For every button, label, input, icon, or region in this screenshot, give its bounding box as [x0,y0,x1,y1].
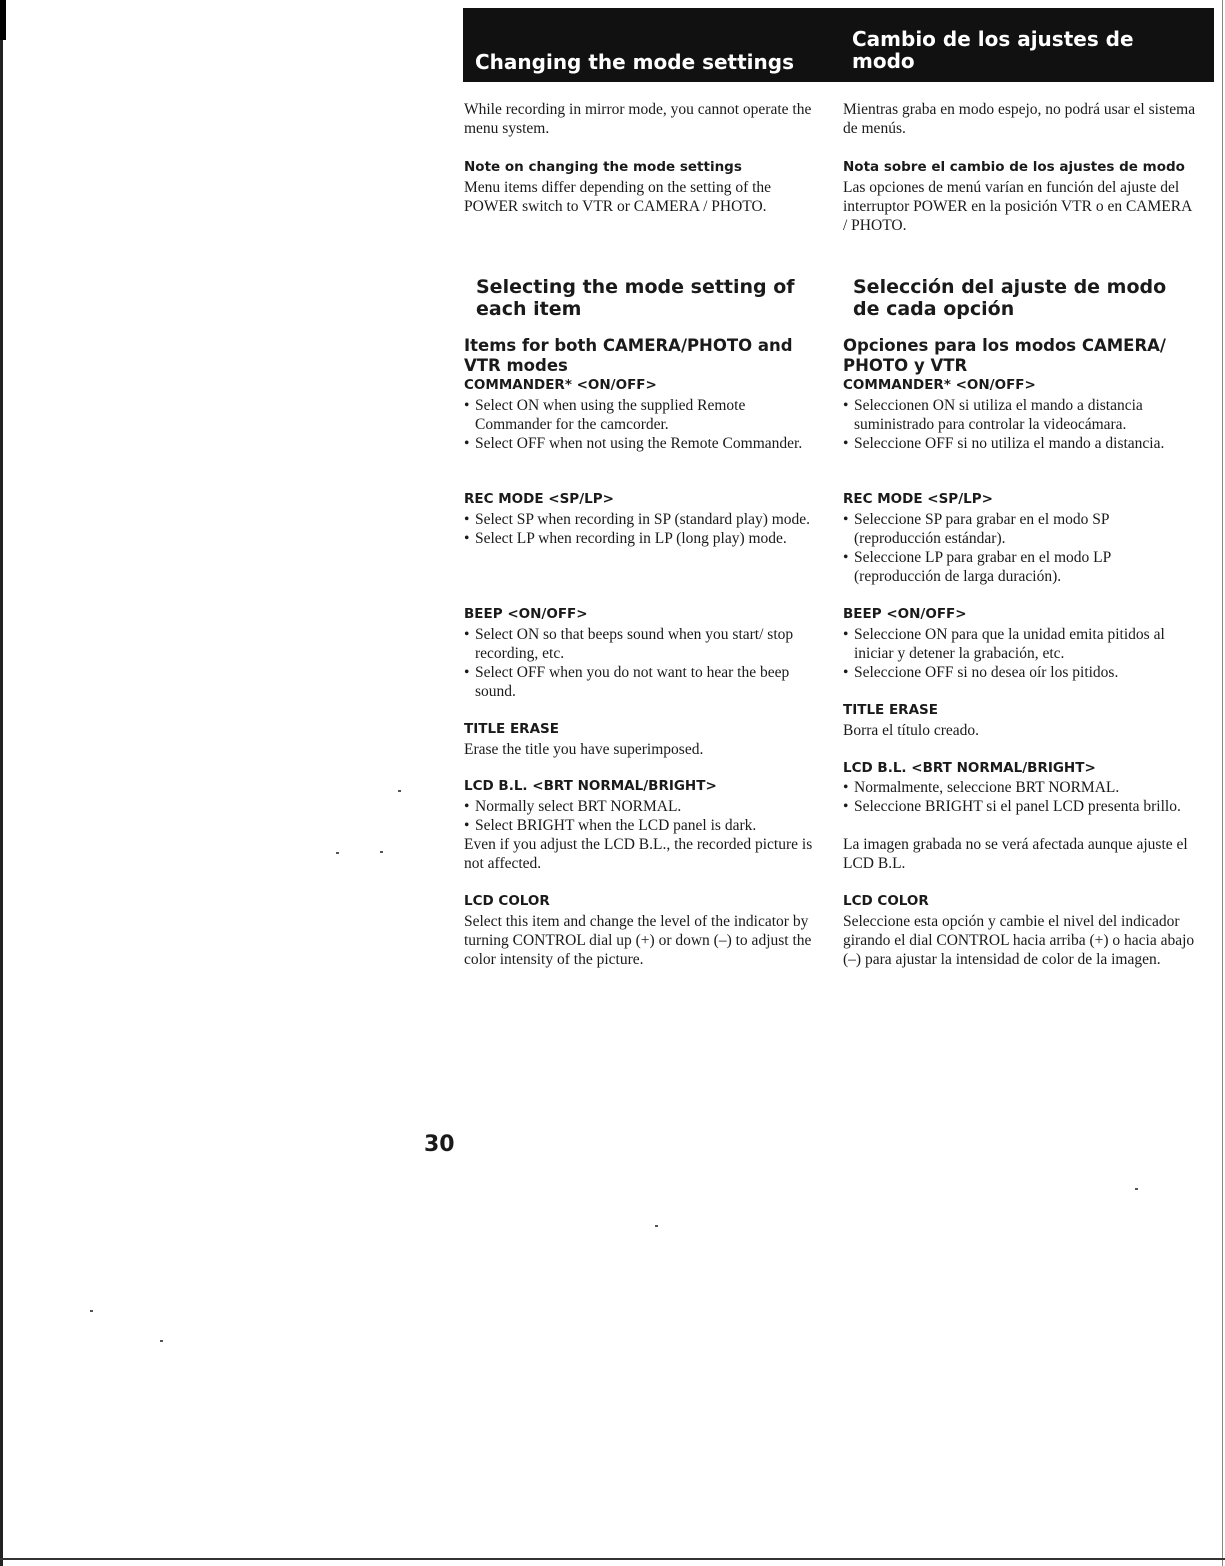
note-heading: Note on changing the mode settings [464,159,742,175]
page-number: 30 [424,1132,455,1157]
header-title-en: Changing the mode settings [475,50,794,74]
list-item: • Select ON so that beeps sound when you start/ stop recording, etc. [464,625,819,663]
section-title: Selecting the mode setting of each item [476,276,795,320]
lcd-bl-text: La imagen grabada no se verá afectada aunque ajuste el LCD B.L. [843,836,1188,872]
rec-mode-list [843,510,1198,586]
lcd-color-heading: LCD COLOR [464,893,550,909]
list-item: • Seleccionen ON si utiliza el mando a distancia suministrado para controlar la videocámara. [843,396,1198,434]
list-item: • Seleccione BRIGHT si el panel LCD presenta brillo. [843,797,1198,816]
scan-speck [655,1225,658,1227]
list-item: • Seleccione OFF si no desea oír los pitidos. [843,663,1198,682]
list-item: • Select BRIGHT when the LCD panel is dark. [464,816,819,835]
scan-right-edge [1222,0,1223,1566]
list-item: • Seleccione SP para grabar en el modo SP (reproducción estándar). [843,510,1198,548]
rec-mode-list [464,510,819,548]
list-item: • Seleccione ON para que la unidad emita pitidos al iniciar y detener la grabación, etc. [843,625,1198,663]
list-item: • Select LP when recording in LP (long play) mode. [464,529,819,548]
lcd-bl-list [843,778,1198,816]
scan-speck [336,852,339,854]
rec-mode-heading: REC MODE <SP/LP> [464,491,614,507]
lcd-bl-heading: LCD B.L. <BRT NORMAL/BRIGHT> [464,778,717,794]
scan-left-edge-mark [0,0,6,40]
note-heading: Nota sobre el cambio de los ajustes de modo [843,159,1185,175]
rec-mode-heading: REC MODE <SP/LP> [843,491,993,507]
title-erase-heading: TITLE ERASE [843,702,938,718]
scan-left-edge [0,0,3,1566]
note-text: Menu items differ depending on the setting of the POWER switch to VTR or CAMERA / PHOTO. [464,179,772,215]
title-erase-text: Erase the title you have superimposed. [464,741,704,758]
scan-bottom-edge [0,1558,1225,1560]
lcd-color-heading: LCD COLOR [843,893,929,909]
lcd-bl-list [464,797,819,835]
commander-list [464,396,819,453]
lcd-bl-text: Even if you adjust the LCD B.L., the recorded picture is not affected. [464,836,813,872]
scan-speck [160,1340,163,1342]
beep-list [464,625,819,701]
beep-heading: BEEP <ON/OFF> [843,606,967,622]
commander-list [843,396,1198,453]
list-item: • Seleccione OFF si no utiliza el mando a distancia. [843,434,1198,453]
commander-heading: COMMANDER* <ON/OFF> [843,377,1036,393]
list-item: • Normalmente, seleccione BRT NORMAL. [843,778,1198,797]
title-erase-text: Borra el título creado. [843,722,980,739]
intro-text: Mientras graba en modo espejo, no podrá usar el sistema de menús. [843,101,1196,137]
scan-speck [398,790,401,792]
scan-speck [90,1310,93,1312]
scan-speck [1135,1188,1138,1190]
list-item: • Select ON when using the supplied Remote Commander for the camcorder. [464,396,819,434]
lcd-color-text: Seleccione esta opción y cambie el nivel del indicador girando el dial CONTROL hacia arriba (+) o hacia abajo (–) para ajustar la intensidad de color de la imagen. [843,913,1195,968]
subsection-title: Opciones para los modos CAMERA/ PHOTO y VTR [843,336,1166,375]
beep-heading: BEEP <ON/OFF> [464,606,588,622]
scan-speck [380,851,383,853]
list-item: • Seleccione LP para grabar en el modo LP (reproducción de larga duración). [843,548,1198,586]
note-text: Las opciones de menú varían en función del ajuste del interruptor POWER en la posición VTR o en CAMERA / PHOTO. [843,179,1192,234]
list-item: • Select SP when recording in SP (standard play) mode. [464,510,819,529]
list-item: • Select OFF when you do not want to hear the beep sound. [464,663,819,701]
intro-text: While recording in mirror mode, you cannot operate the menu system. [464,101,812,137]
list-item: • Normally select BRT NORMAL. [464,797,819,816]
commander-heading: COMMANDER* <ON/OFF> [464,377,657,393]
title-erase-heading: TITLE ERASE [464,721,559,737]
lcd-color-text: Select this item and change the level of the indicator by turning CONTROL dial up (+) or down (–) to adjust the color intensity of the picture. [464,913,812,968]
header-bar [463,8,1214,82]
list-item: • Select OFF when not using the Remote Commander. [464,434,819,453]
beep-list [843,625,1198,682]
header-title-es: Cambio de los ajustes de modo [852,27,1134,73]
section-title: Selección del ajuste de modo de cada opción [853,276,1167,320]
subsection-title: Items for both CAMERA/PHOTO and VTR modes [464,336,793,375]
lcd-bl-heading: LCD B.L. <BRT NORMAL/BRIGHT> [843,760,1096,776]
